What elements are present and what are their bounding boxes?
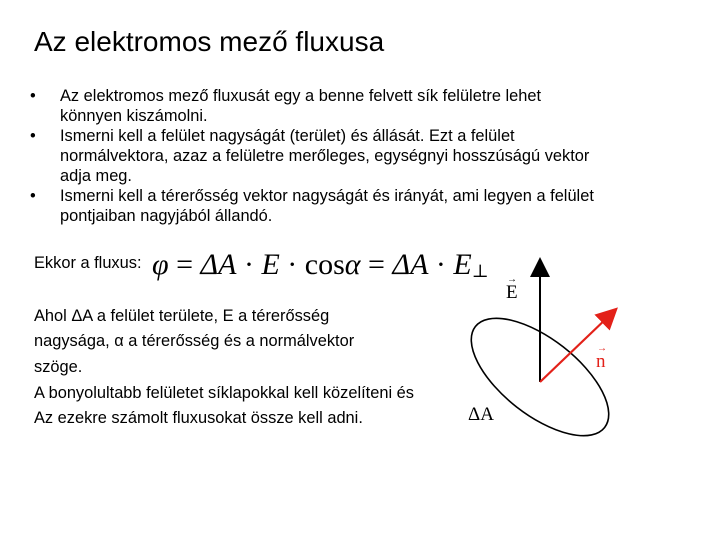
- list-item: [30, 86, 670, 126]
- bullet-2-line-1: • Ismerni kell a felület nagyságát (terület) és állását. Ezt a felület: [60, 127, 515, 145]
- field-vector-label: → E: [506, 274, 518, 303]
- explanation-line-3: szöge.: [34, 358, 83, 376]
- explanation-line-5: Az ezekre számolt fluxusokat össze kell adni.: [34, 409, 363, 427]
- flux-label: Ekkor a fluxus:: [34, 254, 142, 272]
- bullet-1-line-2: könnyen kiszámolni.: [60, 107, 208, 125]
- formula-delta-a-1: ΔA: [200, 248, 237, 281]
- flux-formula: [152, 248, 489, 282]
- area-label: ΔA: [468, 404, 494, 425]
- bullet-1-line-1: • Az elektromos mező fluxusát egy a benne felvett sík felületre lehet: [60, 87, 542, 105]
- formula-dot-1: ·: [236, 248, 262, 281]
- list-item: [30, 126, 670, 186]
- formula-phi: φ: [152, 248, 169, 281]
- formula-e: E: [261, 248, 280, 281]
- formula-dot-3: ·: [428, 248, 454, 281]
- bullet-list: [30, 86, 670, 226]
- formula-equals-1: =: [168, 248, 201, 281]
- formula-alpha: α: [344, 248, 361, 281]
- bullet-2-line-3: adja meg.: [60, 167, 132, 185]
- page-title: Az elektromos mező fluxusa: [34, 26, 385, 57]
- formula-equals-2: =: [360, 248, 393, 281]
- formula-e-perp: E: [453, 248, 472, 281]
- vector-arrow-icon: →: [507, 274, 517, 285]
- formula-dot-2: ·: [279, 248, 305, 281]
- vector-arrow-icon: →: [597, 343, 607, 354]
- explanation-line-4: A bonyolultabb felületet síklapokkal kell közelíteni és: [34, 384, 414, 402]
- formula-perp-symbol: ⊥: [471, 261, 489, 281]
- explanation-line-1: Ahol ΔA a felület területe, E a térerősség: [34, 307, 330, 325]
- bullet-3-line-2: pontjaiban nagyjából állandó.: [60, 207, 273, 225]
- normal-vector-label: → n: [596, 343, 607, 372]
- explanation-line-2: nagysága, α a térerősség és a normálvektor: [34, 332, 355, 350]
- formula-delta-a-2: ΔA: [392, 248, 429, 281]
- bullet-2-line-2: normálvektora, azaz a felületre merőleges, egységnyi hosszúságú vektor: [60, 147, 590, 165]
- list-item: [30, 186, 670, 226]
- bullet-3-line-1: • Ismerni kell a térerősség vektor nagyságát és irányát, ami legyen a felület: [60, 187, 594, 205]
- formula-cos: cos: [304, 248, 345, 281]
